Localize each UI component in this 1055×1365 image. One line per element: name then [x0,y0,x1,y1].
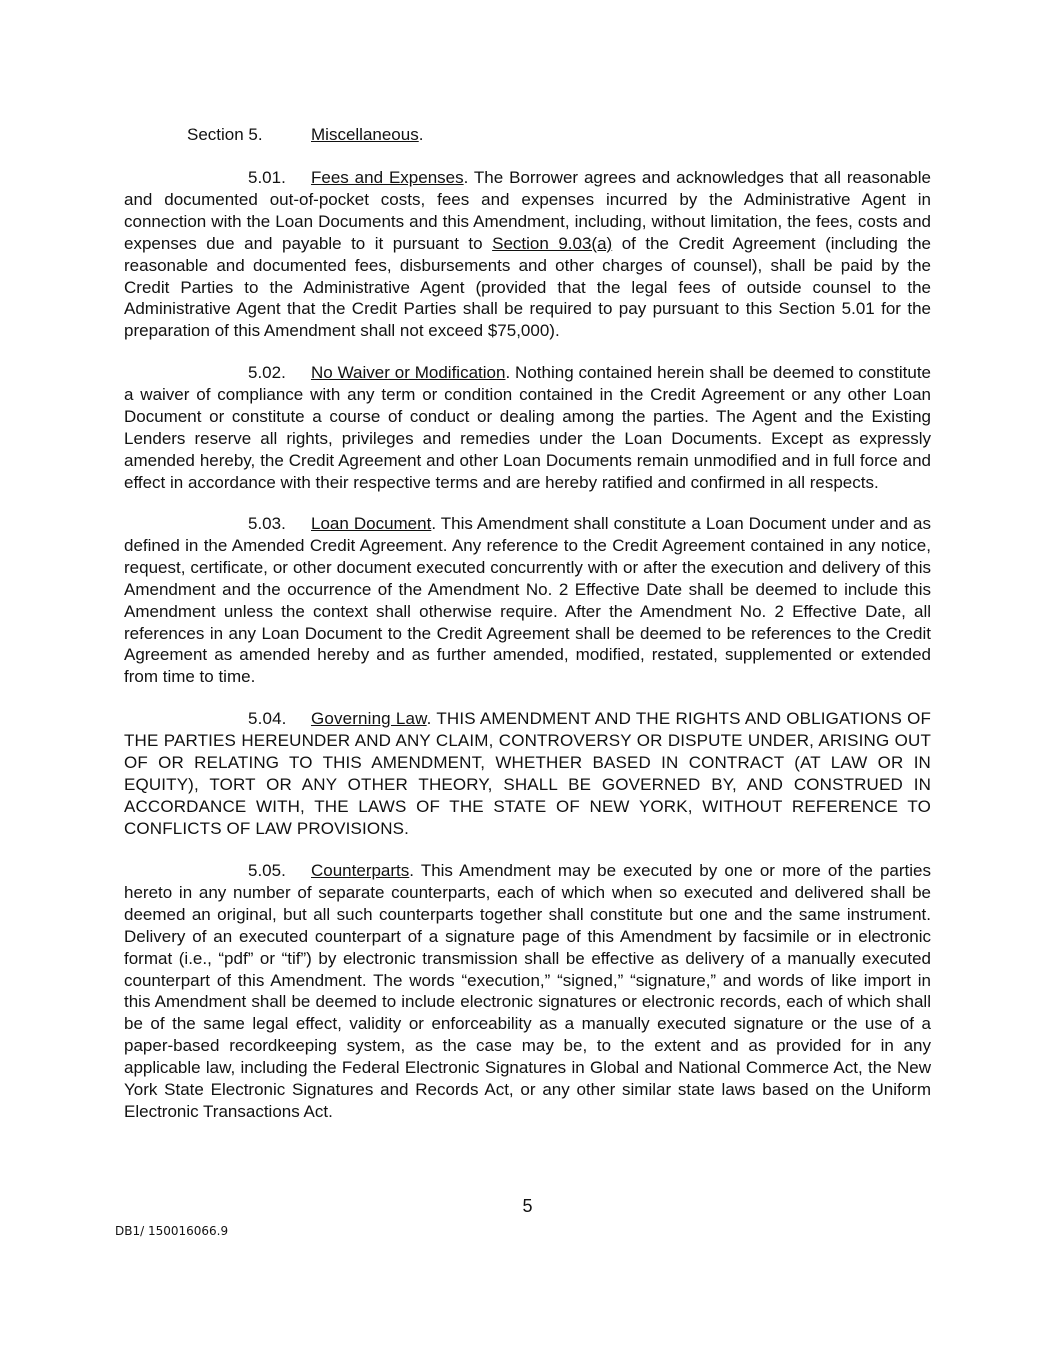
paragraph-number: 5.01. [248,168,286,187]
paragraph-text: . Nothing contained herein shall be deemed to constitute a waiver of compliance with any term or condition contained in the Credit Agreement or any other Loan Document or constitute a course of conduct or dealing among the parties. The Agent and the Existing Lenders reserve all rights, privileges and remedies under the Loan Documents. Except as expressly amended hereby, the Credit Agreement and other Loan Documents remain unmodified and in full force and effect in accordance with their respective terms and are hereby ratified and confirmed in all respects. [124,363,931,492]
paragraph-text: . This Amendment may be executed by one or more of the parties hereto in any number of separate counterparts, each of which when so executed and delivered shall be deemed an original, but all such counterparts together shall constitute but one and the same instrument. Delivery of an executed counterpart of a signature page of this Amendment by facsimile or in electronic format (i.e., “pdf” or “tif”) by electronic transmission shall be effective as delivery of a manually executed counterpart of this Amendment. The words “execution,” “signed,” “signature,” and words of like import in this Amendment shall be deemed to include electronic signatures or electronic records, each of which shall be of the same legal effect, validity or enforceability as a manually executed signature or the use of a paper-based recordkeeping system, as the case may be, to the extent and as provided for in any applicable law, including the Federal Electronic Signatures in Global and National Commerce Act, the New York State Electronic Signatures and Records Act, or any other similar state laws based on the Uniform Electronic Transactions Act. [124,861,931,1121]
paragraph-text: . THIS AMENDMENT AND THE RIGHTS AND OBLIGATIONS OF THE PARTIES HEREUNDER AND ANY CLAIM, CONTROVERSY OR DISPUTE UNDER, ARISING OUT OF OR RELATING TO THIS AMENDMENT, WHETHER BASED IN CONTRACT (AT LAW OR IN EQUITY), TORT OR ANY OTHER THEORY, SHALL BE GOVERNED BY, AND CONSTRUED IN ACCORDANCE WITH, THE LAWS OF THE STATE OF NEW YORK, WITHOUT REFERENCE TO CONFLICTS OF LAW PROVISIONS. [124,709,932,838]
paragraph-text-continued: of the Credit Agreement (including the reasonable and documented fees, disbursements and other charges of counsel), shall be paid by the Credit Parties to the Administrative Agent (provided that the legal fees of outside counsel to the Administrative Agent that the Credit Parties shall be required to pay pursuant to this Section 5.01 for the preparation of this Amendment shall not exceed $75,000). [124,233,931,341]
paragraph-fees-and-expenses [124,167,931,342]
section-title-suffix: . [418,125,424,144]
paragraph-heading: Fees and Expenses [311,168,464,187]
paragraph-heading: Loan Document [311,514,432,533]
paragraph-heading: Counterparts [311,861,410,880]
section-title: Miscellaneous [311,125,419,144]
paragraph-heading: Governing Law [311,709,427,728]
section-reference-link: Section 9.03(a) [492,233,613,253]
paragraph-number: 5.05. [248,861,286,880]
paragraph-heading: No Waiver or Modification [311,363,506,382]
paragraph-governing-law [124,708,931,839]
paragraph-counterparts [124,860,931,1123]
paragraph-text: . This Amendment shall constitute a Loan Document under and as defined in the Amended Credit Agreement. Any reference to the Credit Agreement contained in any notice, request, certificate, or other document executed concurrently with or after the execution and delivery of this Amendment and the occurrence of the Amendment No. 2 Effective Date shall be deemed to include this Amendment unless the context shall otherwise require. After the Amendment No. 2 Effective Date, all references in any Loan Document to the Credit Agreement shall be deemed to be references to the Credit Agreement as amended hereby and as further amended, modified, restated, supplemented or extended from time to time. [124,514,931,687]
section-heading [187,124,423,146]
document-id: DB1/ 150016066.9 [115,1224,229,1238]
paragraph-number: 5.02. [248,363,286,382]
paragraph-text: . The Borrower agrees and acknowledges that all reasonable and documented out-of-pocket costs, fees and expenses incurred by the Administrative Agent in connection with the Loan Documents and this Amendment, including, without limitation, the fees, costs and expenses due and payable to it pursuant to [124,168,931,253]
paragraph-number: 5.04. [248,709,287,728]
paragraph-loan-document [124,513,931,688]
section-number: Section 5. [187,125,263,144]
page-number: 5 [522,1196,533,1216]
paragraph-number: 5.03. [248,514,286,533]
paragraph-no-waiver [124,362,931,493]
